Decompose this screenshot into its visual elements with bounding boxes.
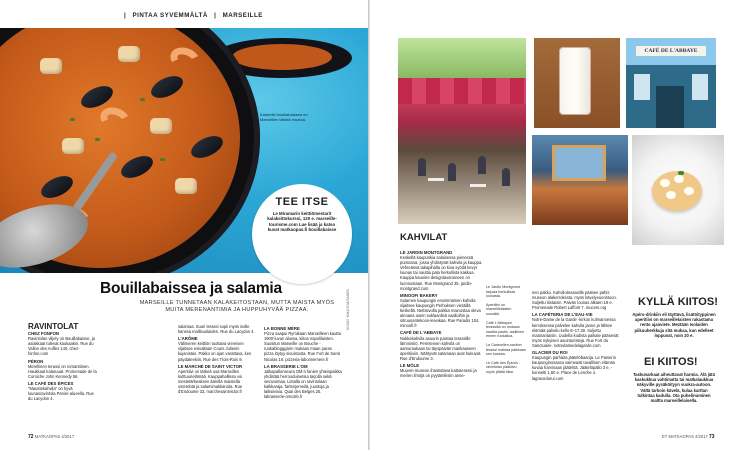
photo-cafe-terrace xyxy=(398,38,526,224)
folio-left xyxy=(28,434,74,440)
entry-text: Muuvm-museon ihastuttava kattoterassi ja merien ilmöjä on pyytämiksiin anne- xyxy=(400,368,477,379)
entry-text: Ravintolan viljely on Bouillabaisse, ja asiakkaat tulevat kaukaakin. Rue du Vallon des Auffes 140, chez-fonfon.com xyxy=(28,336,95,357)
entry-text: Merellinen terassi on romanttinen. Haukkaat kalaruuat. Promenade de la Corniche John Kennedy 56. xyxy=(28,363,97,379)
entry-name: L'ARÔME xyxy=(178,336,198,342)
page-number: 73 xyxy=(709,434,715,440)
header-place: MARSEILLE xyxy=(222,12,263,19)
entry-name: LA CAFÉTERIA DE L'EAU-VIE xyxy=(532,312,593,318)
entry-text: Pizza saapui Rymikaan Marseilleen kautta 1900-luvun alussa, kiitos napolilaisten. Suositun Marseille on Bouche -ruokablogggarin mukaan maan paras pizza löytyy sivuistosta. Rue Fort de Sanit Nicolas 16. pizzeria-labonnemere.fr xyxy=(264,331,341,362)
tee-itse-body: Le Miramarin keittiömestarit kalakeittokurssi, 120 e. marseille-tourisme.com Lue lisää ja katso kuvat matkaopas.fi bouillabaisse xyxy=(267,211,337,233)
caption-note: Aperitiivi on marseillelaisten suosikki. xyxy=(486,302,512,316)
magazine-issue: ET MATKAOPAS 4/2017 xyxy=(662,434,708,439)
herb xyxy=(95,138,100,141)
entry-text: Jalkapallonseura OM:n fanien yhteispaikka yhdistää herrooduinetsia tarjolla sekä vetovoimaa. Listalla on ravintolaan kalkkaraja, fartenjemeilä, juustoja ja laiksiivisia. Quai des Belges 25. labrasserie-omcafe.fr xyxy=(264,368,342,400)
entry-text: Aperitiivi on tärkeä osa Marseillen kulttuurielämää. Kauppahallissa voi mestetärkeaksen äärellä maistella osterebtä ja salamimakkaroita. Rue d'Endoume 33, marchesaintvictor.fr xyxy=(178,368,243,395)
awning xyxy=(398,78,526,104)
caption-note: Le Café des Épices -ravintolan pääsiivu myös jättää tilaa. xyxy=(486,360,521,374)
cafes-column-2 xyxy=(532,290,622,381)
fish-piece xyxy=(40,58,62,74)
fish-piece xyxy=(175,178,197,194)
restaurants-column-2 xyxy=(178,324,256,394)
photo-captions xyxy=(486,285,526,379)
magazine-issue: MATKAOPAS 4/2017 xyxy=(34,434,75,439)
photo-dessert xyxy=(632,135,724,245)
article-lead: MARSEILLE TUNNETAAN KALAKEITOSTAAN, MUTTA MAISTA MYÖS MUITA MERENANTIMIA JA HUPPUHYVÄÄ PIZZAA. xyxy=(139,300,335,313)
entry-name: LE MARCHÉ DE SAINT VICTOR xyxy=(178,363,243,369)
entry-name: PÉRON xyxy=(28,358,44,364)
entry-name: LA BRASSERIE L'OM xyxy=(264,363,308,369)
caption-note: Café L'Abbayen terassilla on mukava nauttia pastis -lasillinen ennen ruokailua. xyxy=(486,320,525,339)
header-section: PINTAA SYVEMMÄLTÄ xyxy=(132,12,208,19)
tee-itse-title: TEE ITSE xyxy=(275,196,329,208)
entry-text: Sulamen kaupungin ensimmäinen kahvila sijaitsee kaupungin Perhuksen vieräillä keskellä. Nettisivulla paikka mainostaa oleva ainoana usein suklaanlisä vaalloihin ja sitruunantekoon-leivokaa. Rue Paradis 104. minoofi.fr xyxy=(400,297,481,329)
photo-cafe-interior xyxy=(532,135,628,225)
entry-name: LE MÖLE xyxy=(400,362,420,368)
entry-name: MINOOFI BAKERY xyxy=(400,292,438,298)
herb xyxy=(70,118,75,121)
article-title: Bouillabaissea ja salamia xyxy=(100,280,282,297)
restaurants-column-1 xyxy=(28,324,98,401)
left-page xyxy=(0,0,368,450)
kylla-kiitos-body: Apéro-drinkiin eli täyttävä, lisätöityppinen aperitiivi on marseillelaisten rakastama rento ajanviete. Meztään Isolaiden piikuuherkkuja sitä mukaa, kun edelleet loppuvat, noin 20 e. xyxy=(632,312,716,338)
tee-itse-badge xyxy=(252,184,352,284)
caption-note: Le Jardin Montgrand tarjoaa herkullista lounasta. xyxy=(486,285,520,299)
photo-credit: KUVAT: MIKA RANTANEN xyxy=(346,288,350,330)
entry-text: Notre-Dame de la Garde -kirkon kolmannessa kerroksessa palvelee kahvila janne ja lähtee elämää palvelu kello 8–17.30. Suljettu maanantaisin. Uudella kodista paikale pääsevät myös nykyisen asuinturisteja. Rue Fort du Sanctuaire. notredamedelagarde.com xyxy=(532,317,619,348)
caption-note: La Caravellen-saviton terassi mahtaa paikkaan sen kanssa. xyxy=(486,342,526,357)
fish-piece xyxy=(150,118,172,134)
glass xyxy=(560,48,590,114)
entry-name: CAFÉ DE L'ABBAYE xyxy=(400,330,442,336)
folio-right xyxy=(662,434,715,440)
entry-text: Keskellä kaupunkia salaisessa pienessä puistossa, jossa yhdistyvät kahvila ja kauppa. Vehreässä takapihalla on kiva syödä kevyt lounas tai nauttia pala herkullista kakkua. Kauppa kaunine designtavaroineen on luonnostaan. Rue Montgrand 35. jardin-montgrand.com xyxy=(400,255,483,291)
entry-name: LE JARDIN MONTGRAND xyxy=(400,250,453,255)
entry-name: LE CAFÉ DES ÉPICES xyxy=(28,380,74,386)
kahvilat-heading: KAHVILAT xyxy=(400,232,448,243)
page-number: 72 xyxy=(28,434,34,440)
entry-text: Välimeren keittiön tuottava viereisen sijaitsee esivaltaan Cours Julienin kujanistas. Pakko on ajan varattava, kes päydateekiin. Rue des Trois-Rois 9. xyxy=(178,341,252,362)
entry-text: "Maustekahvila" on hyvä lounasravintola Panier-alueella. Rue du Lacydon 4. xyxy=(28,386,94,402)
herb xyxy=(160,158,165,161)
kylla-kiitos-heading: KYLLÄ KIITOS! xyxy=(638,296,718,308)
photo-pastis-glass xyxy=(534,38,620,128)
header-divider: | xyxy=(124,12,127,19)
section-header xyxy=(122,12,265,19)
fish-piece xyxy=(118,46,140,62)
cafes-column-1 xyxy=(400,248,484,378)
entry-name: GLACIER DU ROI xyxy=(532,350,568,356)
cafe-sign: CAFÉ DE L'ABBAYE xyxy=(636,46,706,56)
entry-name: LA BONNE MÈRE xyxy=(264,326,300,331)
herb xyxy=(140,98,145,101)
entry-text: Kaupungin parhaita jäätelöbaarija. Le Panierin kaupunginosassa vaimeasti tavallisen elämän kuvaa harvinaan jäätelöä. Jäätelöpallo 3 e, -konnetti 1,50 e. Place de Lenche 4. lagracedurui.com xyxy=(532,355,616,381)
photo-cafe-abbaye xyxy=(626,38,716,128)
entry-name: CHEZ FONFON xyxy=(28,331,60,337)
entry-text: salamaa. Suuri terassi sopii myös isolle kanssa mallisuolaiden. Rue du Lacydon 4. xyxy=(178,324,255,335)
header-divider-2: | xyxy=(214,12,217,19)
photo-caption: Kalaretki bouillabaissea on Marseillen tärkeä muotoa. xyxy=(260,112,308,122)
entry-text: nen pakko. Kahviloiteraasille pääsee pahis museon alakerrokssta, myös kävelyvuoristoon. Suljettu tiistaisin. Paivän lounas alkaen 18 e. Promenade Robert Laffont 7. mucem.org xyxy=(532,290,617,311)
ei-kiitos-heading: EI KIITOS! xyxy=(644,356,698,368)
entry-text: Nukkekahvila asuurin paistaa terassille lämmintiö. Perinteinen kahvila on aamuraukaan tai täyspäivän mankaaseen aperitiiviin. Nähtyvät satamaan avat hukuvat. Rue d'Endoume 3. xyxy=(400,335,482,361)
restaurants-column-3 xyxy=(264,324,342,399)
ei-kiitos-body: Taskuvarkaat aiheuttavat harmia. Älä jätä kaskukkua vahtimatta tai matkalaukkua näkyville pysäköityyn vuokra-autoon. Vältä tarkoin kävelä, kulaa karttan tulkintaa kadulla. Ota puhelinuminen maltta marseillelaisella. xyxy=(633,372,715,404)
fish-piece xyxy=(62,138,84,154)
right-page xyxy=(370,0,738,450)
restaurants-heading: RAVINTOLAT xyxy=(28,322,79,331)
